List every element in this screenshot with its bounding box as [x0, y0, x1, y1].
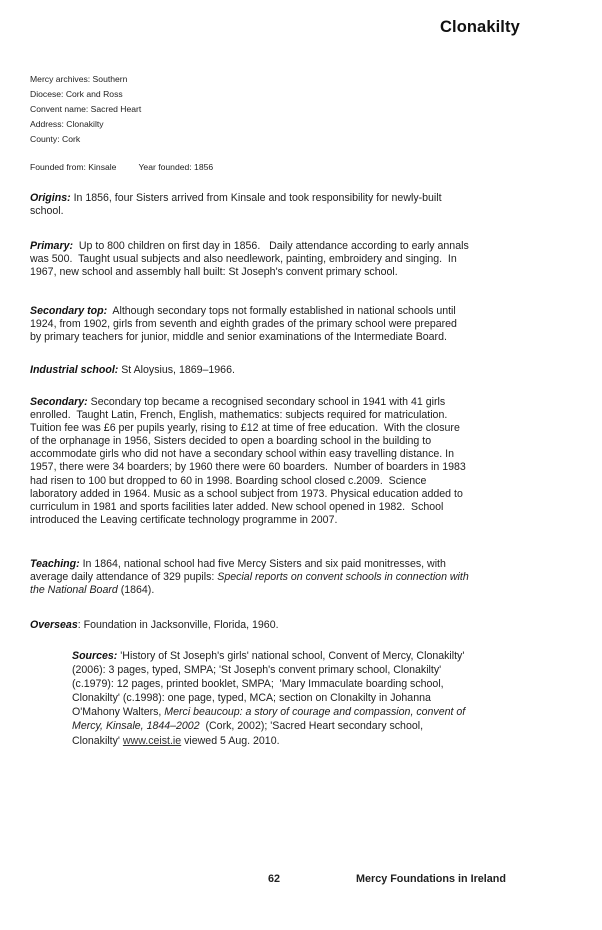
report-title: Special reports on convent schools in connection with [217, 571, 469, 584]
section-text: was 500. Taught usual subjects and also needlework, painting, embroidery and singing. In [30, 253, 457, 266]
section-text: O'Mahony Walters, [72, 706, 165, 719]
section-label: Origins: [30, 192, 71, 204]
section-text: Although secondary tops not formally established in national schools until [107, 305, 456, 317]
section-text: 1967, new school and assembly hall built: St Joseph's convent primary school. [30, 266, 398, 279]
section-text: : Foundation in Jacksonville, Florida, 1960. [77, 619, 279, 631]
section-text: 1957, there were 34 boarders; by 1960 there were 60 boarders. Number of boarders in 1983 [30, 461, 466, 474]
founded-line [30, 162, 213, 172]
page-title: Clonakilty [440, 18, 520, 36]
section-text: Up to 800 children on first day in 1856. Daily attendance according to early annals [73, 240, 469, 252]
section-teaching [30, 558, 469, 597]
section-secondary-top [30, 305, 457, 344]
book-title: Mercy, Kinsale, 1844–2002 [72, 720, 200, 733]
section-label: Industrial school: [30, 364, 119, 376]
section-text: 'History of St Joseph's girls' national school, Convent of Mercy, Clonakilty' [117, 650, 465, 662]
meta-address: Address: Clonakilty [30, 119, 104, 129]
section-label: Primary: [30, 240, 73, 252]
meta-founded-from: Founded from: Kinsale [30, 162, 117, 172]
section-text: 1924, from 1902, girls from seventh and eighth grades of the primary school were prepared [30, 318, 457, 331]
running-footer-title: Mercy Foundations in Ireland [356, 873, 506, 885]
section-text: Clonakilty' [72, 734, 123, 747]
meta-county: County: Cork [30, 134, 81, 144]
section-text: average daily attendance of 329 pupils: [30, 571, 218, 584]
section-label: Secondary: [30, 396, 88, 408]
metadata-block [30, 72, 141, 147]
section-origins [30, 192, 442, 218]
section-label: Overseas [30, 619, 78, 631]
section-label: Sources: [72, 650, 118, 662]
section-text: (2006): 3 pages, typed, SMPA; 'St Joseph's convent primary school, Clonakilty' [72, 664, 442, 677]
book-title: Merci beaucoup: a story of courage and compassion, convent of [164, 706, 466, 719]
section-text: In 1864, national school had five Mercy Sisters and six paid monitresses, with [79, 558, 446, 570]
meta-convent-name: Convent name: Sacred Heart [30, 104, 142, 114]
section-text: Clonakilty' (c.1998): one page, typed, MCA; section on Clonakilty in Johanna [72, 692, 431, 705]
section-secondary [30, 396, 466, 527]
section-text: (c.1979): 12 pages, printed booklet, SMPA; 'Mary Immaculate boarding school, [72, 678, 444, 691]
section-primary [30, 240, 469, 279]
section-text: by primary teachers for junior, middle and senior examinations of the Intermediate Board. [30, 331, 447, 344]
meta-mercy-archives: Mercy archives: Southern [30, 74, 128, 84]
section-text: In 1856, four Sisters arrived from Kinsale and took responsibility for newly-built [70, 192, 442, 204]
section-text: (Cork, 2002); 'Sacred Heart secondary school, [199, 720, 424, 733]
section-text: (1864). [117, 584, 155, 597]
section-text: laboratory added in 1964. Music as a school subject from 1973. Physical education added to [30, 487, 463, 500]
section-overseas [30, 619, 279, 632]
meta-year-founded: Year founded: 1856 [138, 162, 214, 172]
section-text: accommodate girls who did not have a secondary school within easy travelling distance. In [30, 448, 454, 461]
section-text: school. [30, 205, 64, 218]
section-text: curriculum in 1981 and sports facilities later added. New school opened in 1982. School [30, 500, 444, 513]
page-number: 62 [268, 873, 281, 885]
section-text: of the orphanage in 1956, Sisters decided to open a boarding school in the building to [30, 435, 432, 448]
section-label: Secondary top: [30, 305, 108, 317]
section-text: St Aloysius, 1869–1966. [118, 364, 235, 376]
section-text: introduced the Leaving certificate technology programme in 2007. [30, 513, 338, 526]
section-text: Secondary top became a recognised secondary school in 1941 with 41 girls [87, 396, 446, 408]
section-text: viewed 5 Aug. 2010. [181, 734, 280, 747]
meta-diocese: Diocese: Cork and Ross [30, 89, 123, 99]
report-title: the National Board [30, 584, 118, 597]
section-text: Tuition fee was £6 per pupils yearly, rising to £12 at time of free education. With the closure [30, 422, 460, 435]
ceist-link[interactable]: www.ceist.ie [122, 734, 182, 747]
section-sources [72, 649, 465, 748]
section-industrial-school [30, 364, 235, 377]
section-text: had risen to 100 but dropped to 60 in 1998. Boarding school closed c.2009. Science [30, 474, 427, 487]
section-label: Teaching: [30, 558, 80, 570]
section-text: enrolled. Taught Latin, French, English, mathematics: subjects required for matriculation. [30, 409, 448, 422]
